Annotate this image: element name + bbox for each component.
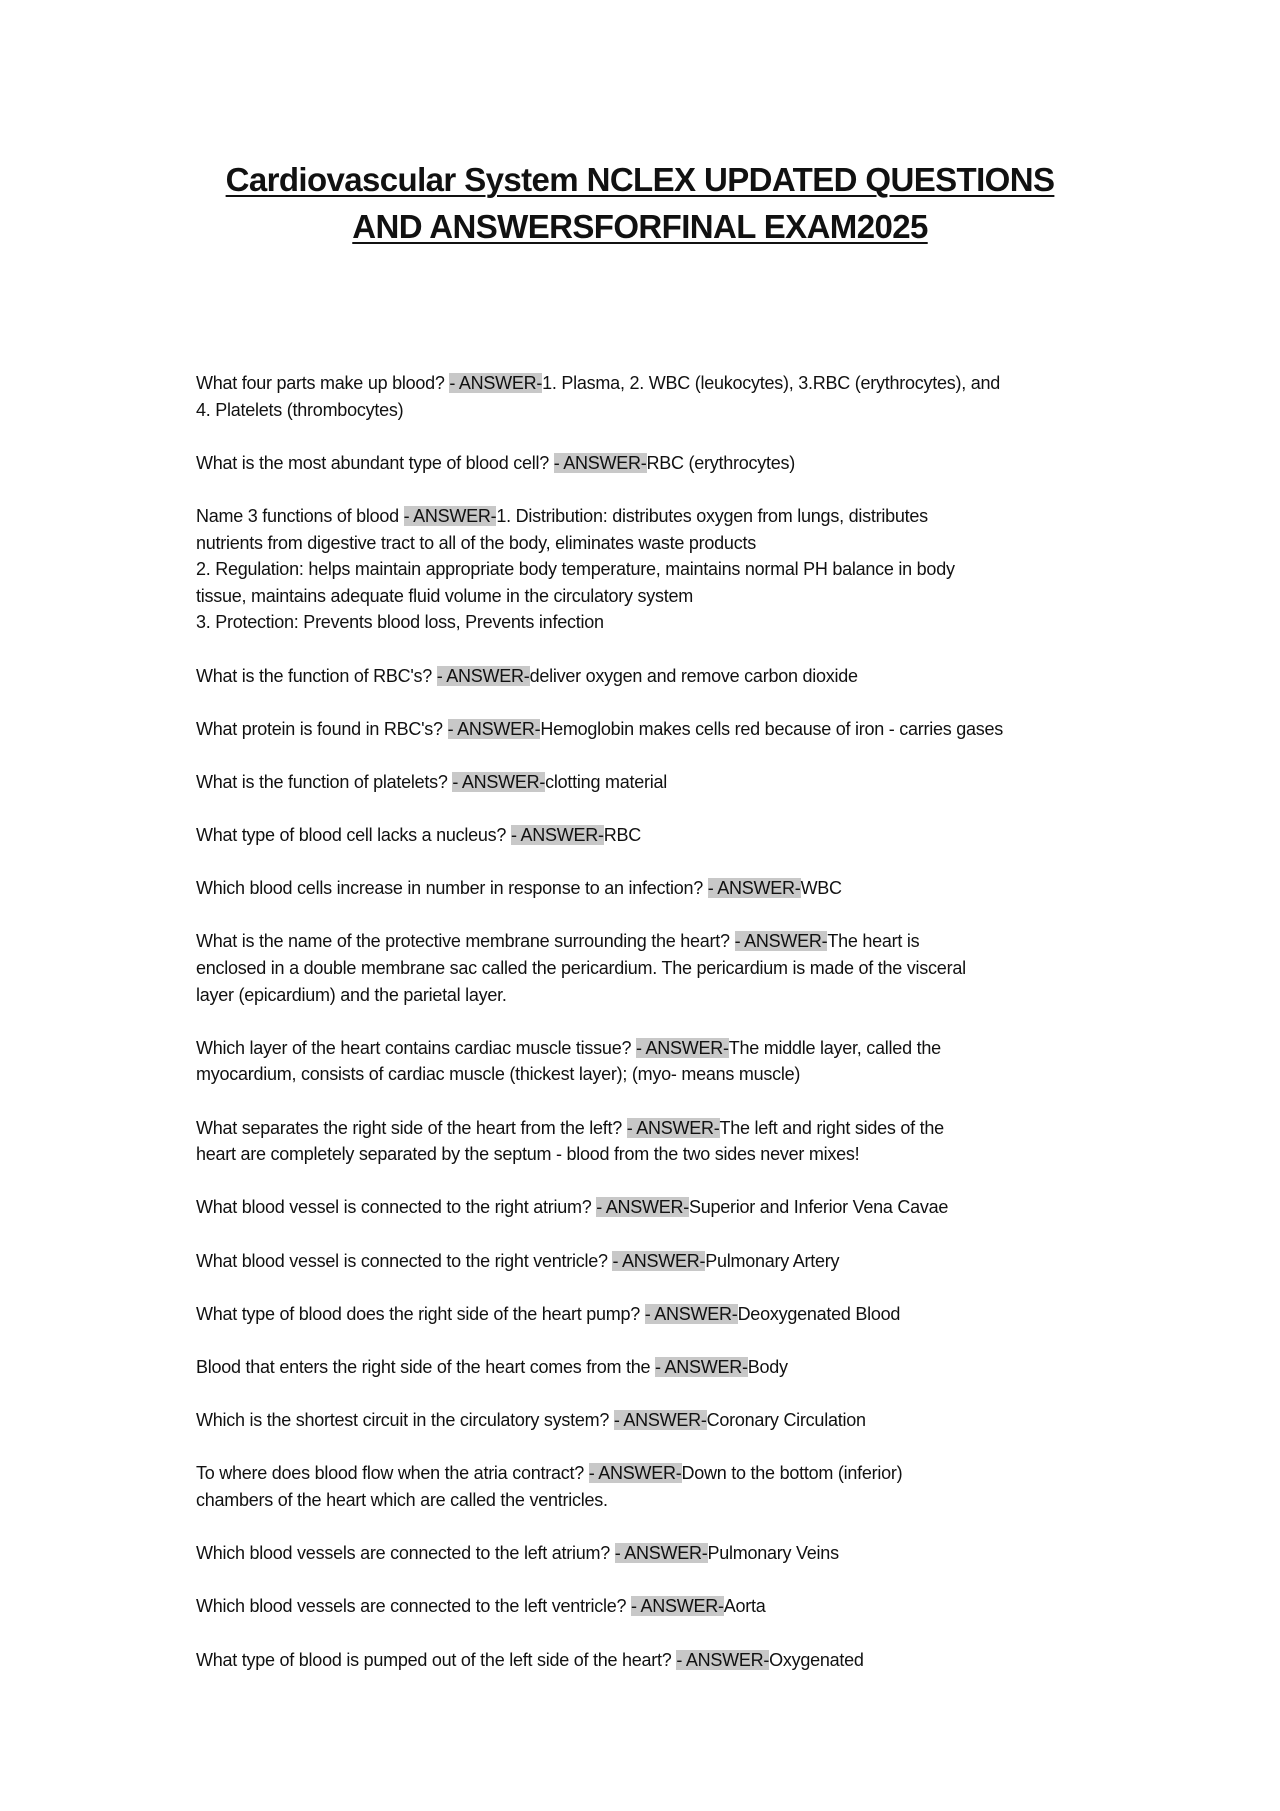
qa-item (196, 450, 1106, 477)
answer-text: clotting material (545, 771, 667, 792)
qa-item (196, 1593, 1106, 1620)
answer-marker: - ANSWER- (707, 878, 801, 899)
qa-item (196, 769, 1106, 796)
qa-item (196, 1407, 1106, 1434)
answer-marker: - ANSWER- (626, 1117, 720, 1138)
answer-text: Aorta (723, 1596, 766, 1617)
answer-marker: - ANSWER- (452, 771, 546, 792)
title-line-1: Cardiovascular System NCLEX UPDATED QUESTIONS (225, 161, 1055, 198)
qa-item (196, 663, 1106, 690)
answer-text: 1. Distribution: distributes oxygen from lungs, distributes nutrients from digestive tract to all of the body, eliminates waste products 2. Regulation: helps maintain appropriate body temperature, maintains normal PH balance in body tissue, maintains adequate fluid volume in the circulatory system 3. Protection: Prevents blood loss, Prevents infection (196, 505, 955, 633)
answer-marker: - ANSWER- (614, 1543, 708, 1564)
question-text: What type of blood is pumped out of the left side of the heart? (196, 1649, 677, 1670)
question-text: What protein is found in RBC's? (196, 718, 448, 739)
answer-marker: - ANSWER- (631, 1596, 724, 1617)
question-text: What is the name of the protective membrane surrounding the heart? (196, 931, 735, 952)
answer-text: The heart is enclosed in a double membrane sac called the pericardium. The pericardium is made of the visceral layer (epicardium) and the parietal layer. (196, 931, 966, 1005)
question-text: Which layer of the heart contains cardiac muscle tissue? (196, 1037, 636, 1058)
answer-marker: - ANSWER- (436, 665, 530, 686)
question-text: To where does blood flow when the atria contract? (196, 1463, 589, 1484)
qa-item (196, 928, 1106, 1008)
answer-text: Deoxygenated Blood (737, 1303, 901, 1324)
qa-item (196, 822, 1106, 849)
answer-text: Superior and Inferior Vena Cavae (688, 1197, 949, 1218)
question-text: What type of blood does the right side of the heart pump? (196, 1303, 645, 1324)
question-text: Which blood cells increase in number in response to an infection? (196, 878, 708, 899)
qa-item (196, 1540, 1106, 1567)
answer-text: WBC (800, 878, 842, 899)
qa-item (196, 1035, 1106, 1088)
question-text: What blood vessel is connected to the right atrium? (196, 1197, 597, 1218)
answer-text: deliver oxygen and remove carbon dioxide (529, 665, 858, 686)
answer-marker: - ANSWER- (403, 505, 497, 526)
question-text: What type of blood cell lacks a nucleus? (196, 825, 511, 846)
answer-marker: - ANSWER- (447, 718, 541, 739)
answer-text: RBC (603, 825, 641, 846)
qa-item (196, 1647, 1106, 1674)
question-text: What is the most abundant type of blood cell? (196, 452, 554, 473)
question-text: What is the function of RBC's? (196, 665, 437, 686)
answer-marker: - ANSWER- (449, 373, 543, 393)
qa-item (196, 1248, 1106, 1275)
answer-text: The left and right sides of the heart are completely separated by the septum - blood from the two sides never mixes! (196, 1117, 944, 1165)
question-text: What four parts make up blood? (196, 373, 450, 393)
answer-marker: - ANSWER- (612, 1250, 706, 1271)
answer-marker: - ANSWER- (588, 1463, 682, 1484)
qa-item (196, 503, 1106, 636)
qa-item (196, 1301, 1106, 1328)
qa-item (196, 716, 1106, 743)
answer-text: Pulmonary Veins (707, 1543, 839, 1564)
question-text: Which blood vessels are connected to the left atrium? (196, 1543, 615, 1564)
answer-text: 1. Plasma, 2. WBC (leukocytes), 3.RBC (erythrocytes), and 4. Platelets (thrombocytes) (196, 373, 1001, 420)
document-title (0, 156, 1280, 250)
qa-item (196, 875, 1106, 902)
question-text: What is the function of platelets? (196, 771, 453, 792)
qa-item (196, 1115, 1106, 1168)
question-text: What blood vessel is connected to the right ventricle? (196, 1250, 613, 1271)
question-text: Name 3 functions of blood (196, 505, 404, 526)
qa-item (196, 1194, 1106, 1221)
answer-marker: - ANSWER- (734, 931, 828, 952)
answer-marker: - ANSWER- (553, 452, 647, 473)
question-text: Which blood vessels are connected to the left ventricle? (196, 1596, 631, 1617)
question-text: Which is the shortest circuit in the circulatory system? (196, 1410, 614, 1431)
answer-text: Pulmonary Artery (705, 1250, 840, 1271)
answer-marker: - ANSWER- (613, 1410, 707, 1431)
qa-item (196, 1460, 1106, 1513)
answer-text: Hemoglobin makes cells red because of iron - carries gases (540, 718, 1004, 739)
question-text: What separates the right side of the heart from the left? (196, 1117, 627, 1138)
question-text: Blood that enters the right side of the heart comes from the (196, 1356, 656, 1377)
answer-marker: - ANSWER- (655, 1356, 748, 1377)
qa-item (196, 1354, 1106, 1381)
title-line-2: AND ANSWERSFORFINAL EXAM2025 (352, 208, 928, 245)
answer-text: Body (747, 1356, 788, 1377)
answer-text: The middle layer, called the myocardium, consists of cardiac muscle (thickest layer); (myo- means muscle) (196, 1037, 941, 1085)
answer-text: RBC (erythrocytes) (646, 452, 796, 473)
answer-marker: - ANSWER- (596, 1197, 689, 1218)
answer-marker: - ANSWER- (644, 1303, 738, 1324)
answer-marker: - ANSWER- (635, 1037, 729, 1058)
answer-text: Down to the bottom (inferior) chambers of the heart which are called the ventricles. (196, 1463, 903, 1510)
qa-item (196, 370, 1106, 423)
answer-marker: - ANSWER- (510, 825, 604, 846)
answer-marker: - ANSWER- (676, 1649, 770, 1670)
answer-text: Oxygenated (769, 1649, 864, 1670)
answer-text: Coronary Circulation (706, 1410, 866, 1431)
qa-list (196, 370, 1106, 1700)
